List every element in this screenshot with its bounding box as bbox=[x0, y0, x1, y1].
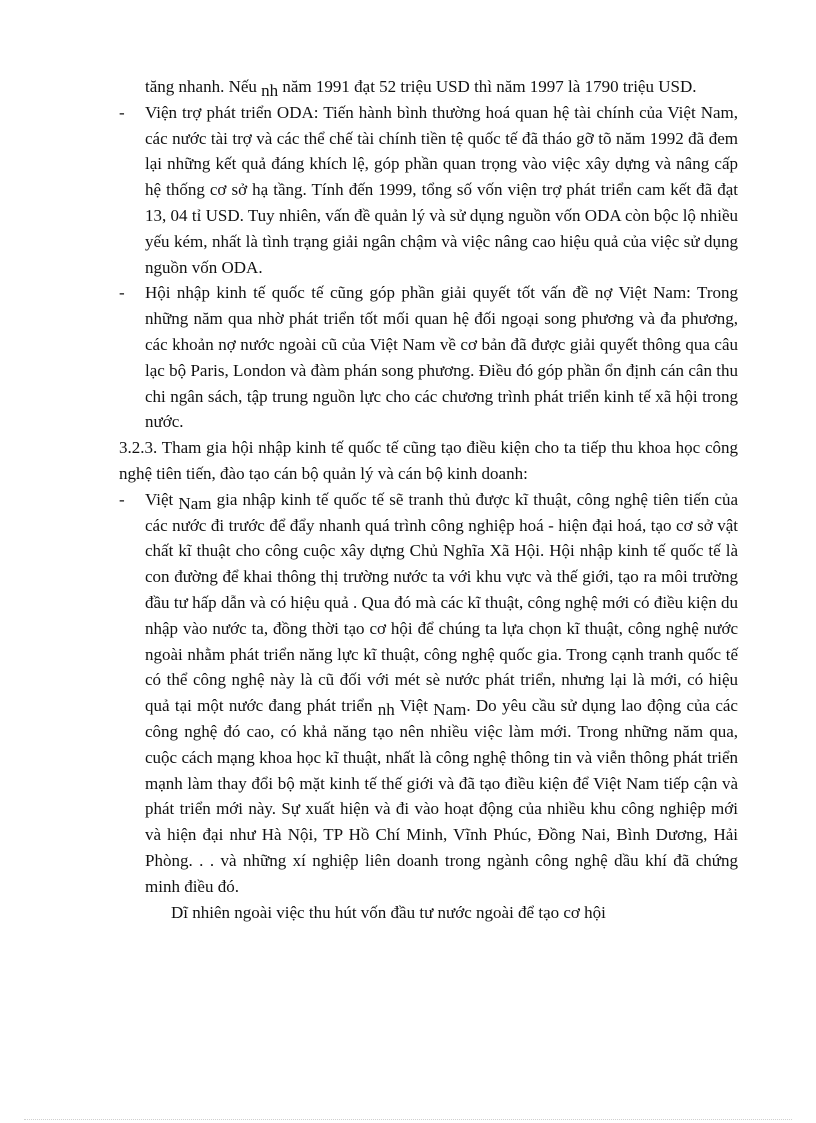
bullet-item-debt bbox=[119, 280, 738, 435]
bullet-text-tech-3: Việt bbox=[394, 696, 434, 716]
section-heading-3-2-3: 3.2.3. Tham gia hội nhập kinh tế quốc tế cũng tạo điều kiện cho ta tiếp thu khoa học công nghệ tiên tiến, đào tạo cán bộ quản lý và cán bộ kinh doanh: bbox=[119, 438, 738, 483]
bullet-text-tech-4: . Do yêu cầu sử dụng lao động của các công nghệ đó cao, có khả năng tạo nên nhiều việc làm mới. Trong những năm qua, cuộc cách mạng khoa học kĩ thuật, nhất là công nghệ thông tin và viễn thông phát triển mạnh làm thay đổi bộ mặt kinh tế thế giới và đã tạo điều kiện để Việt Nam tiếp cận và phát triển mới này. Sự xuất hiện và đi vào hoạt động của nhiều khu công nghiệp mới và hiện đại như Hà Nội, TP Hồ Chí Minh, Vĩnh Phúc, Đồng Nai, Bình Dương, Hải Phòng. . . và những xí nghiệp liên doanh trong ngành công nghệ dầu khí đã chứng minh điều đó. bbox=[145, 696, 738, 896]
bullet-dash: - bbox=[119, 102, 125, 122]
bullet-text-debt: Hội nhập kinh tế quốc tế cũng góp phần giải quyết tốt vấn đề nợ Việt Nam: Trong những năm qua nhờ phát triển tốt mối quan hệ đối ngoại song phương và đa phương, các khoản nợ nước ngoài cũ của Việt Nam về cơ bản đã được giải quyết thông qua câu lạc bộ Paris, London và đàm phán song phương. Điều đó góp phần ổn định cán cân thu chi ngân sách, tập trung nguồn lực cho các chương trình phát triển kinh tế xã hội trong nước. bbox=[145, 283, 738, 432]
continuation-text-1: tăng nhanh. Nếu bbox=[145, 77, 262, 96]
closing-paragraph: Dĩ nhiên ngoài việc thu hút vốn đầu tư nước ngoài để tạo cơ hội bbox=[171, 902, 606, 922]
bullet-dash: - bbox=[119, 489, 125, 509]
continuation-subscript: nh bbox=[261, 81, 279, 100]
bullet-item-technology bbox=[119, 487, 738, 900]
bullet-subscript-2: nh bbox=[377, 700, 395, 720]
bullet-subscript-3: Nam bbox=[433, 700, 467, 720]
bullet-dash: - bbox=[119, 283, 125, 303]
continuation-paragraph bbox=[119, 74, 738, 100]
bullet-text-tech-2: gia nhập kinh tế quốc tế sẽ tranh thủ được kĩ thuật, công nghệ tiên tiến của các nước đi trước để đẩy nhanh quá trình công nghiệp hoá - hiện đại hoá, tạo cơ sở vật chất kĩ thuật cho công cuộc xây dựng Chủ Nghĩa Xã Hội. Hội nhập kinh tế quốc tế là con đường để khai thông thị trường nước ta với khu vực và thế giới, tạo ra môi trường đầu tư hấp dẫn và có hiệu quả . Qua đó mà các kĩ thuật, công nghệ mới có điều kiện du nhập vào nước ta, đồng thời tạo cơ hội để chúng ta lựa chọn kĩ thuật, công nghệ nước ngoài nhằm phát triển năng lực kĩ thuật, công nghệ quốc gia. Trong cạnh tranh quốc tế có thể công nghệ này là cũ đối với mét sè nước phát triển, nhưng lại là mới, có hiệu quả tại một nước đang phát triển bbox=[145, 489, 739, 716]
bullet-item-oda bbox=[119, 100, 738, 281]
bullet-subscript-1: Nam bbox=[178, 493, 212, 513]
bullet-text-oda: Viện trợ phát triển ODA: Tiến hành bình thường hoá quan hệ tài chính của Việt Nam, các nước tài trợ và các thể chế tài chính tiền tệ quốc tế đã tháo gỡ tõ năm 1992 đã đem lại những kết quả đáng khích lệ, góp phần quan trọng vào việc xây dựng và nâng cấp hệ thống cơ sở hạ tầng. Tính đến 1999, tổng số vốn viện trợ phát triển cam kết đã đạt 13, 04 tỉ USD. Tuy nhiên, vấn đề quản lý và sử dụng nguồn vốn ODA còn bộc lộ nhiều yếu kém, nhất là tình trạng giải ngân chậm và việc nâng cao hiệu quả của việc sử dụng nguồn vốn ODA. bbox=[145, 102, 738, 277]
continuation-text-2: năm 1991 đạt 52 triệu USD thì năm 1997 là 1790 triệu USD. bbox=[278, 77, 697, 96]
document-body bbox=[119, 74, 738, 925]
page-bottom-rule bbox=[24, 1119, 792, 1120]
bullet-text-tech-1: Việt bbox=[145, 489, 179, 509]
